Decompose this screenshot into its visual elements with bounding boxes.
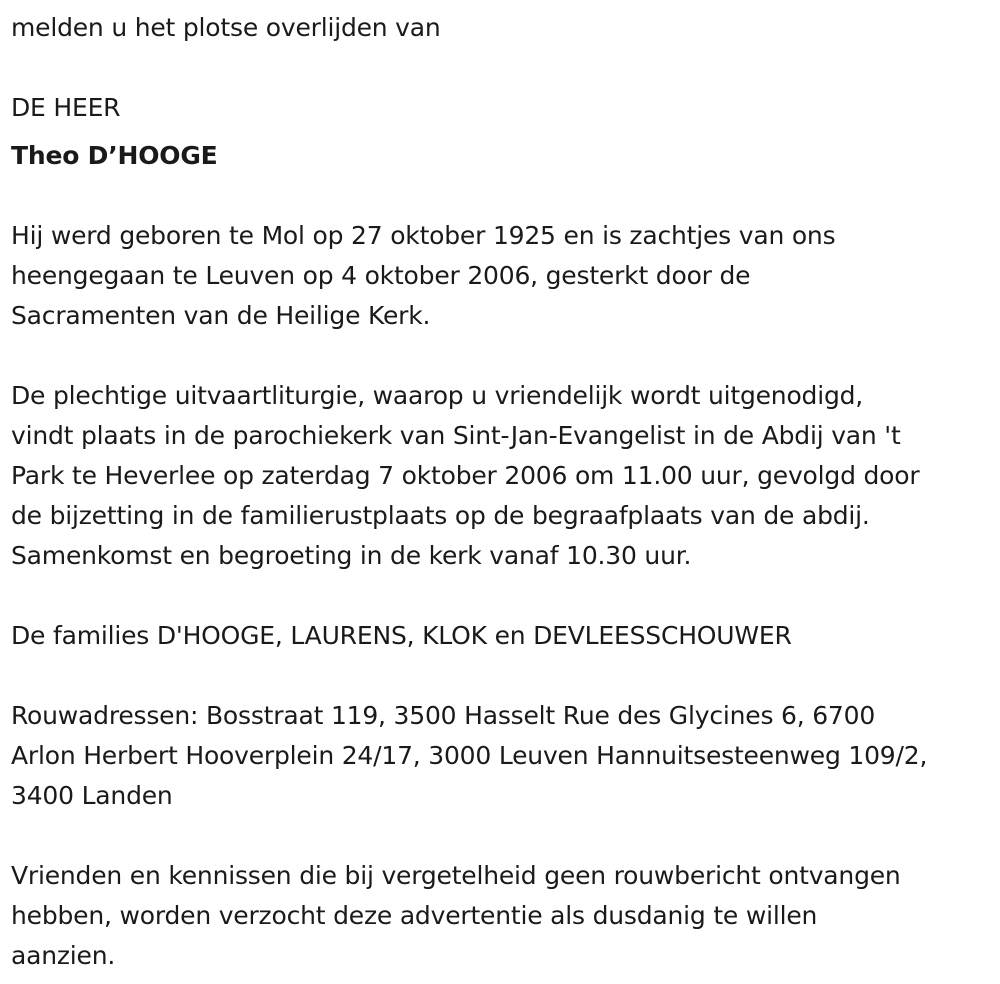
funeral-line: vindt plaats in de parochiekerk van Sint-Jan-Evangelist in de Abdij van 't — [11, 421, 901, 450]
address-line: Rouwadressen: Bosstraat 119, 3500 Hasselt Rue des Glycines 6, 6700 — [11, 701, 876, 730]
birth-line: Hij werd geboren te Mol op 27 oktober 1925 en is zachtjes van ons — [11, 221, 836, 250]
closing-line: hebben, worden verzocht deze advertentie als dusdanig te willen — [11, 901, 818, 930]
funeral-paragraph — [11, 376, 996, 576]
name-line: Theo D’HOOGE — [11, 141, 218, 170]
spacer — [11, 576, 996, 616]
address-line: Arlon Herbert Hooverplein 24/17, 3000 Leuven Hannuitsesteenweg 109/2, — [11, 741, 928, 770]
spacer — [11, 816, 996, 856]
birth-line: Sacramenten van de Heilige Kerk. — [11, 301, 431, 330]
spacer — [11, 176, 996, 216]
spacer — [11, 336, 996, 376]
obituary-document — [11, 8, 996, 976]
closing-line: Vrienden en kennissen die bij vergetelheid geen rouwbericht ontvangen — [11, 861, 901, 890]
title-line: DE HEER — [11, 93, 121, 122]
birth-paragraph — [11, 216, 996, 336]
families-paragraph — [11, 616, 996, 656]
intro-text — [11, 8, 996, 48]
birth-line: heengegaan te Leuven op 4 oktober 2006, gesterkt door de — [11, 261, 751, 290]
deceased-name — [11, 136, 996, 176]
funeral-line: de bijzetting in de familierustplaats op de begraafplaats van de abdij. — [11, 501, 870, 530]
spacer — [11, 48, 996, 88]
honorific-title — [11, 88, 996, 128]
families-line: De families D'HOOGE, LAURENS, KLOK en DEVLEESSCHOUWER — [11, 621, 792, 650]
funeral-line: De plechtige uitvaartliturgie, waarop u vriendelijk wordt uitgenodigd, — [11, 381, 864, 410]
spacer — [11, 128, 996, 136]
spacer — [11, 656, 996, 696]
addresses-paragraph — [11, 696, 996, 816]
intro-line: melden u het plotse overlijden van — [11, 13, 441, 42]
address-line: 3400 Landen — [11, 781, 173, 810]
funeral-line: Park te Heverlee op zaterdag 7 oktober 2006 om 11.00 uur, gevolgd door — [11, 461, 920, 490]
closing-line: aanzien. — [11, 941, 116, 970]
funeral-line: Samenkomst en begroeting in de kerk vanaf 10.30 uur. — [11, 541, 692, 570]
closing-paragraph — [11, 856, 996, 976]
